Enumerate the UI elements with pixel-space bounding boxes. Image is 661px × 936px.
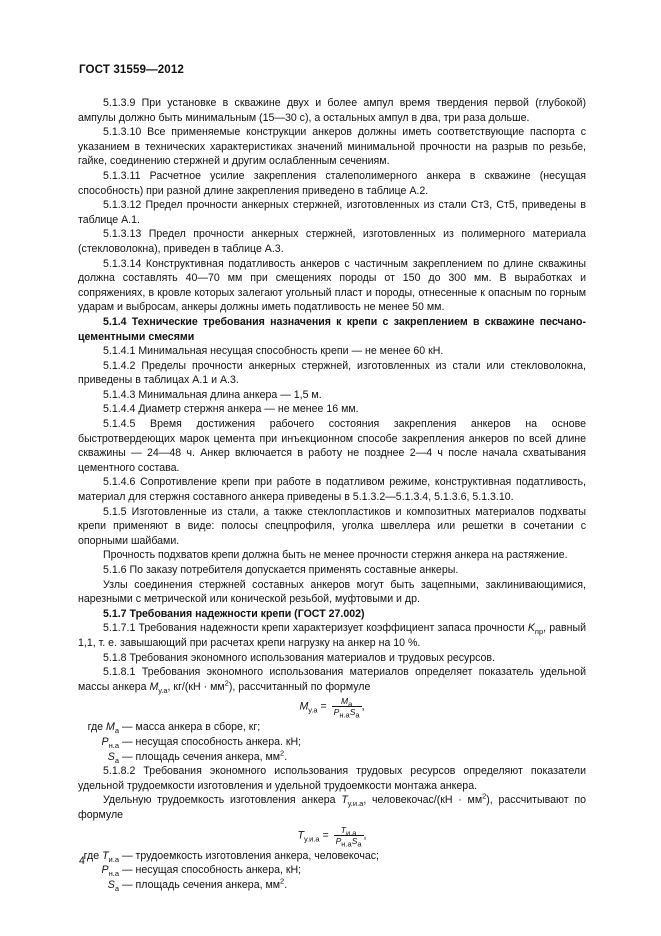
paragraph-5-1-6-joints: Узлы соединения стержней составных анкеров могут быть зацепными, заклинивающимися, нарезными с метрической или конической резьбой, муфтовыми и др. — [78, 578, 586, 606]
paragraph-5-1-3-14: 5.1.3.14 Конструктивная податливость анкеров с частичным закреплением по длине скважины должна составлять 40—70 мм при смещениях породы от 150 до 300 мм. В выработках и сопряжениях, в кровле которых залегают угольный пласт и породы, отнесенные к опасным по горным ударам и выбросам, анкеры должны иметь податливость не менее 50 мм. — [78, 257, 586, 314]
paragraph-5-1-8-2: 5.1.8.2 Требования экономного использования трудовых ресурсов определяют показатели удельной трудоемкости изготовления и удельной трудоемкости монтажа анкера. — [78, 765, 586, 792]
paragraph-5-1-5: 5.1.5 Изготовленные из стали, а также стеклопластиков и композитных материалов подхваты крепи применяют в виде: полосы спецпрофиля, уголка швеллера или решетки в сочетании с опорными шайбами. — [78, 505, 586, 547]
document-body — [78, 96, 586, 892]
definitions-mass: где $M_a$ — масса анкера в сборе, кг; $P_{н.а}$ — несущая способность анкера. кН; $S_a$ — площадь сечения анкера, $мм^2$. — [87, 721, 302, 765]
formula-fraction: $\frac{M_a}{P_{н.а}S_a}$ — [333, 696, 360, 721]
paragraph-5-1-3-11: 5.1.3.11 Расчетное усилие закрепления сталеполимерного анкера в скважине (несущая способность) при разной длине закрепления приведено в таблице А.2. — [78, 169, 586, 197]
paragraph-5-1-3-12: 5.1.3.12 Предел прочности анкерных стержней, изготовленных из стали Ст3, Ст5, приведены в таблице А.1. — [78, 199, 586, 226]
formula-specific-mass: $M_{у.а}$ = $\frac{M_a}{P_{н.а}S_a}$ , — [299, 696, 365, 721]
paragraph-5-1-3-9: 5.1.3.9 При установке в скважине двух и более ампул время твердения первой (глубокой) ампулы должно быть минимальным (15—30 с), а остальных ампул в два, три раза дольше. — [78, 97, 586, 124]
paragraph-5-1-8-1: 5.1.8.1 Требования экономного использования материалов определяет показатель удельной массы анкера $M_{у.а}$, $кг/(кН \cdot мм^2)$, рассчитанный по формуле — [78, 666, 586, 695]
paragraph-5-1-4-5: 5.1.4.5 Время достижения рабочего состояния закрепления анкеров на основе быстротвердеющих марок цемента при инъекционном способе закрепления анкеров по всей длине скважины — 24—48 ч. Анкер включается в работу не позднее 2—4 ч после начала схватывания цементного состава. — [78, 418, 586, 474]
paragraph-5-1-3-13: 5.1.3.13 Предел прочности анкерных стержней, изготовленных из полимерного материала (стекловолокна), приведен в таблице А.3. — [78, 228, 586, 255]
paragraph-5-1-4-4: 5.1.4.4 Диаметр стержня анкера — не менее 16 мм. — [103, 403, 359, 416]
paragraph-5-1-3-10: 5.1.3.10 Все применяемые конструкции анкеров должны иметь соответствующие паспорта с указанием в технических характеристиках значений минимальной прочности на разрыв по резьбе, гайке, соединению стержней и другим ослабленным сечениям. — [78, 126, 586, 168]
paragraph-5-1-4-2: 5.1.4.2 Пределы прочности анкерных стержней, изготовленных из стали или стекловолокна, приведены в таблицах А.1 и А.3. — [78, 359, 586, 387]
formula-fraction: $\frac{T_{и.а}}{P_{н.а}S_a}$ — [335, 824, 362, 849]
formula-specific-labor: $T_{у.и.а}$ = $\frac{T_{и.а}}{P_{н.а}S_a}$ , — [297, 824, 367, 849]
document-header: ГОСТ 31559—2012 — [79, 63, 184, 76]
paragraph-5-1-4-6: 5.1.4.6 Сопротивление крепи при работе в податливом режиме, конструктивная податливость, материал для стержня составного анкера приведены в 5.1.3.2—5.1.3.4, 5.1.3.6, 5.1.3.10. — [78, 476, 586, 504]
paragraph-5-1-8: 5.1.8 Требования экономного использования материалов и трудовых ресурсов. — [103, 651, 495, 664]
page-number: 4 — [79, 855, 85, 867]
paragraph-5-1-8-2-formula-intro: Удельную трудоемкость изготовления анкера $T_{у.и.а}$, человекочас/(кН · $мм^2$), рассчитывают по формуле — [78, 791, 586, 821]
paragraph-5-1-4-1: 5.1.4.1 Минимальная несущая способность крепи — не менее 60 кН. — [103, 345, 444, 358]
paragraph-5-1-4-3: 5.1.4.3 Минимальная длина анкера — 1,5 м. — [103, 388, 322, 401]
section-heading-5-1-7: 5.1.7 Требования надежности крепи (ГОСТ 27.002) — [103, 607, 365, 620]
paragraph-5-1-7-1: 5.1.7.1 Требования надежности крепи характеризует коэффициент запаса прочности $K_{пр}$, равный 1,1, т. е. завышающий при расчетах крепи нагрузку на анкер на 10 %. — [78, 622, 586, 649]
section-heading-5-1-4: 5.1.4 Технические требования назначения к крепи с закреплением в скважине песчано-цементными смесями — [78, 315, 586, 343]
definitions-labor: где $T_{и.а}$ — трудоемкость изготовления анкера, человекочас; $P_{н.а}$ — несущая способность анкера, кН; $S_a$ — площадь сечения анкера, $мм^2$. — [83, 849, 379, 893]
paragraph-5-1-5-strength: Прочность подхватов крепи должна быть не менее прочности стержня анкера на растяжение. — [103, 549, 568, 562]
paragraph-5-1-6: 5.1.6 По заказу потребителя допускается применять составные анкеры. — [103, 564, 459, 576]
